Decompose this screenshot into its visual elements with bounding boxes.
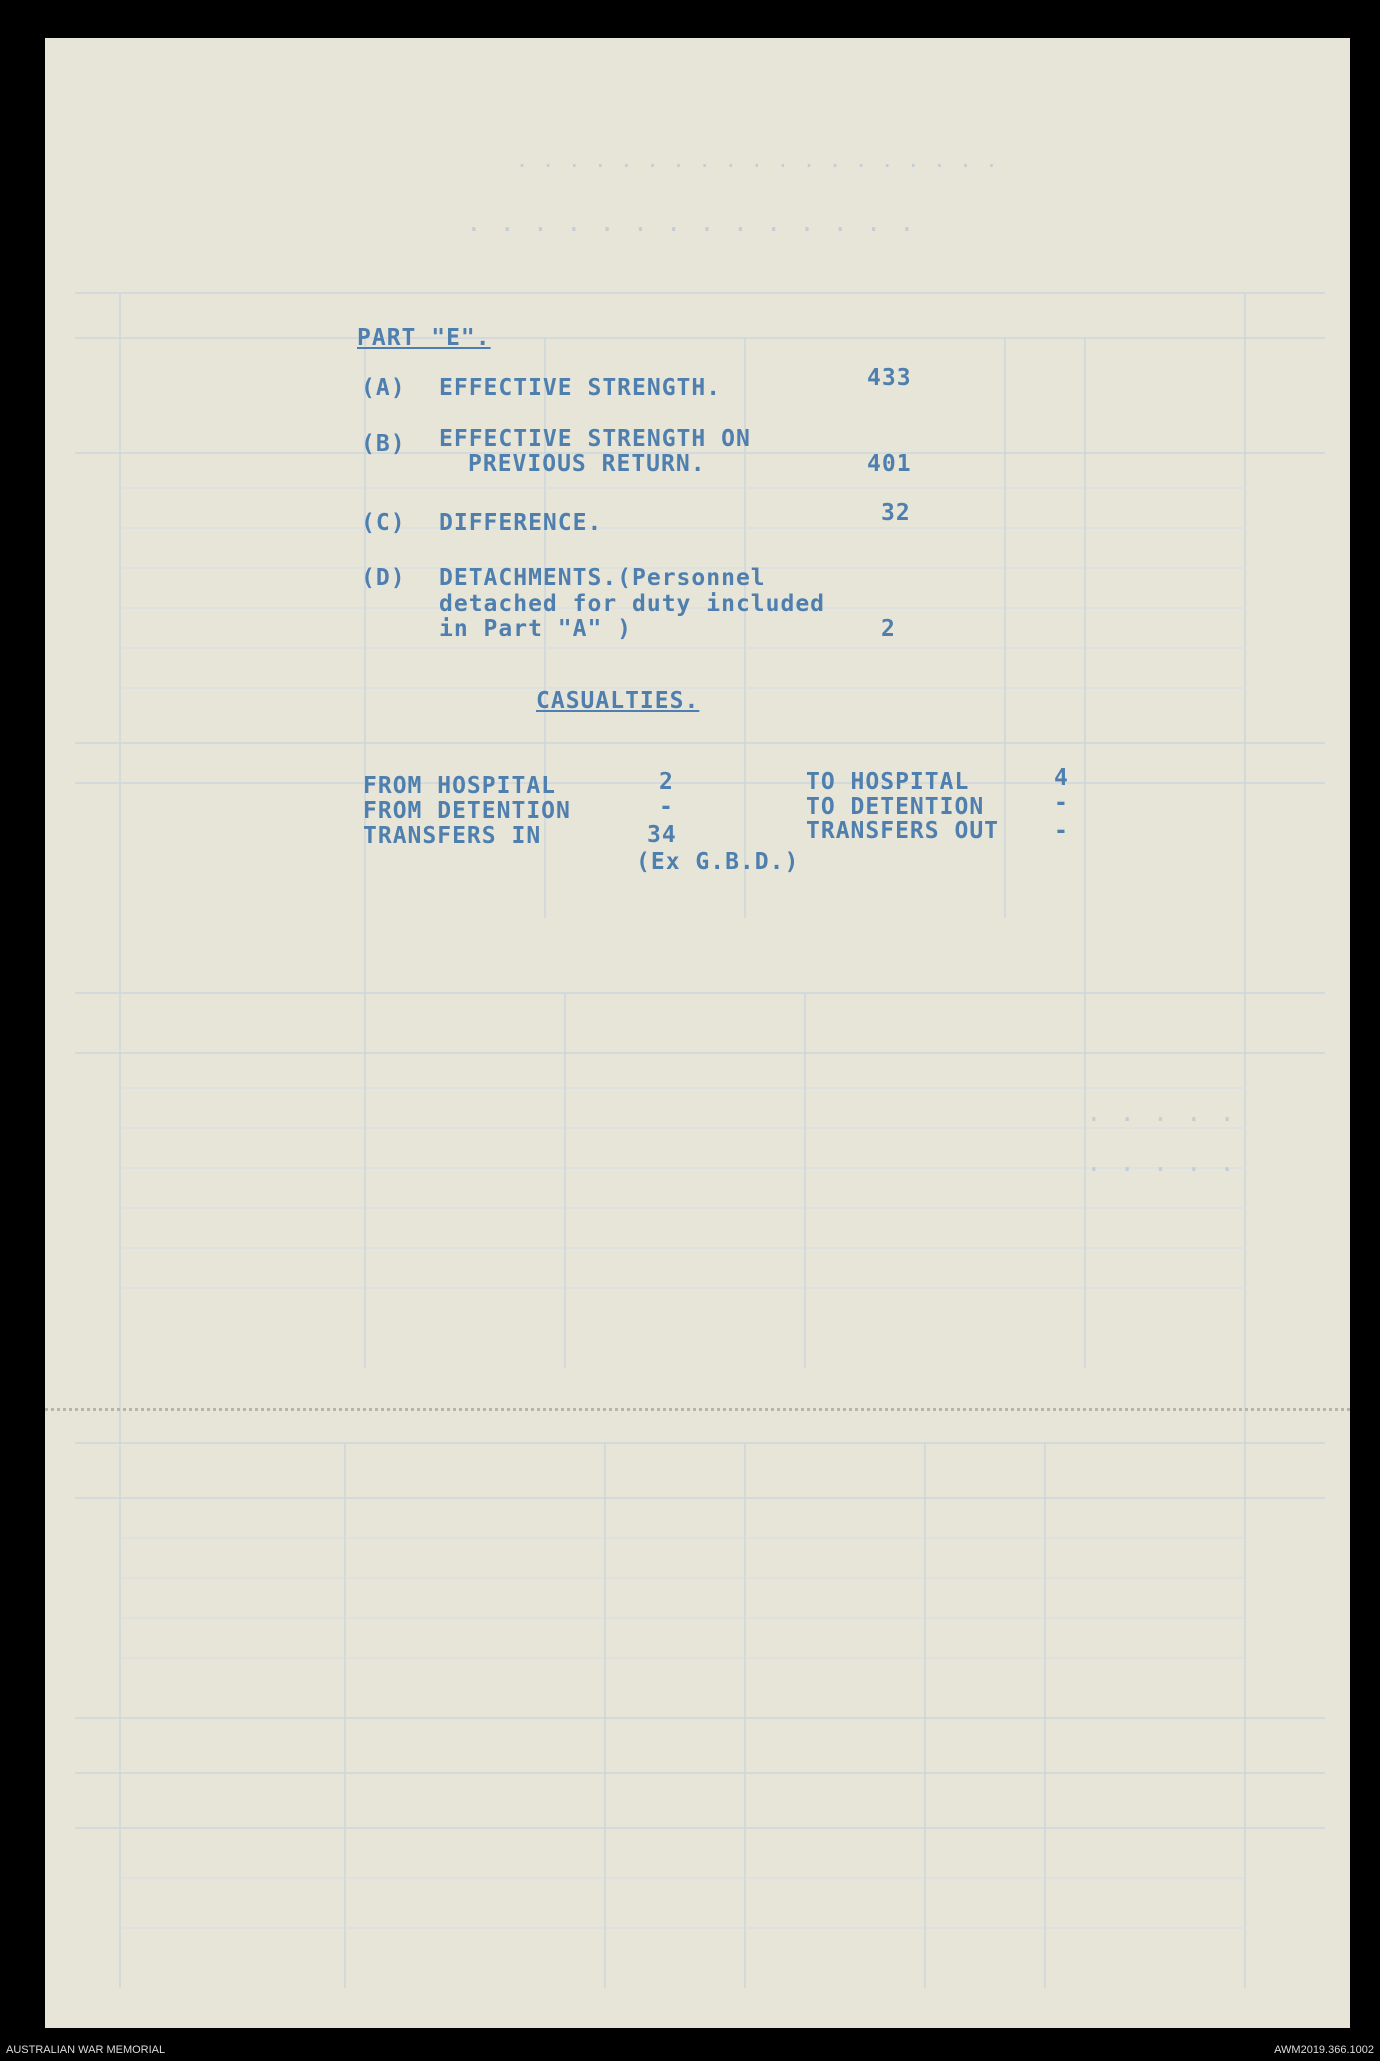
transfers-in-label: TRANSFERS IN: [363, 823, 542, 849]
bleed-through-text: . . . . . . . . . . . . . . . . . . .: [515, 148, 998, 172]
to-hospital-label: TO HOSPITAL: [806, 769, 970, 795]
item-d-text-line3: in Part "A" ): [439, 616, 633, 642]
archive-footer: [0, 2042, 1380, 2061]
item-c-label: (C): [361, 510, 406, 536]
from-detention-label: FROM DETENTION: [363, 798, 571, 824]
item-b-text-line2: PREVIOUS RETURN.: [468, 451, 706, 477]
item-c-value: 32: [881, 500, 911, 526]
transfers-in-value: 34: [647, 822, 677, 848]
bleed-through-text: . . . . . . . . . . . . . .: [465, 208, 915, 238]
footer-institution: AUSTRALIAN WAR MEMORIAL: [6, 2044, 166, 2056]
transfers-out-label: TRANSFERS OUT: [806, 818, 1000, 844]
item-d-value: 2: [881, 616, 896, 642]
item-a-text: EFFECTIVE STRENGTH.: [439, 375, 722, 401]
item-d-text-line2: detached for duty included: [439, 591, 826, 617]
item-b-text: EFFECTIVE STRENGTH ON: [439, 426, 751, 452]
bleed-through-form-lines: [45, 38, 1350, 2028]
from-detention-value: -: [659, 794, 674, 820]
from-hospital-value: 2: [659, 769, 674, 795]
part-title: PART "E".: [357, 325, 491, 351]
to-detention-value: -: [1054, 790, 1069, 816]
item-b-label: (B): [361, 431, 406, 457]
footer-accession-number: AWM2019.366.1002: [1274, 2044, 1374, 2056]
item-a-value: 433: [867, 365, 912, 391]
bleed-through-text: . . . . .: [1085, 1098, 1235, 1128]
casualties-title: CASUALTIES.: [536, 688, 700, 714]
to-hospital-value: 4: [1054, 765, 1069, 791]
transfers-out-value: -: [1054, 818, 1069, 844]
document-page: [45, 38, 1350, 2028]
item-d-text: DETACHMENTS.(Personnel: [439, 565, 766, 591]
perforation-line: [45, 1408, 1350, 1411]
bleed-through-text: . . . . .: [1085, 1148, 1235, 1178]
item-d-label: (D): [361, 565, 406, 591]
from-hospital-label: FROM HOSPITAL: [363, 773, 557, 799]
item-c-text: DIFFERENCE.: [439, 510, 603, 536]
transfers-in-note: (Ex G.B.D.): [636, 849, 800, 875]
item-b-value: 401: [867, 451, 912, 477]
item-a-label: (A): [361, 375, 406, 401]
to-detention-label: TO DETENTION: [806, 794, 985, 820]
